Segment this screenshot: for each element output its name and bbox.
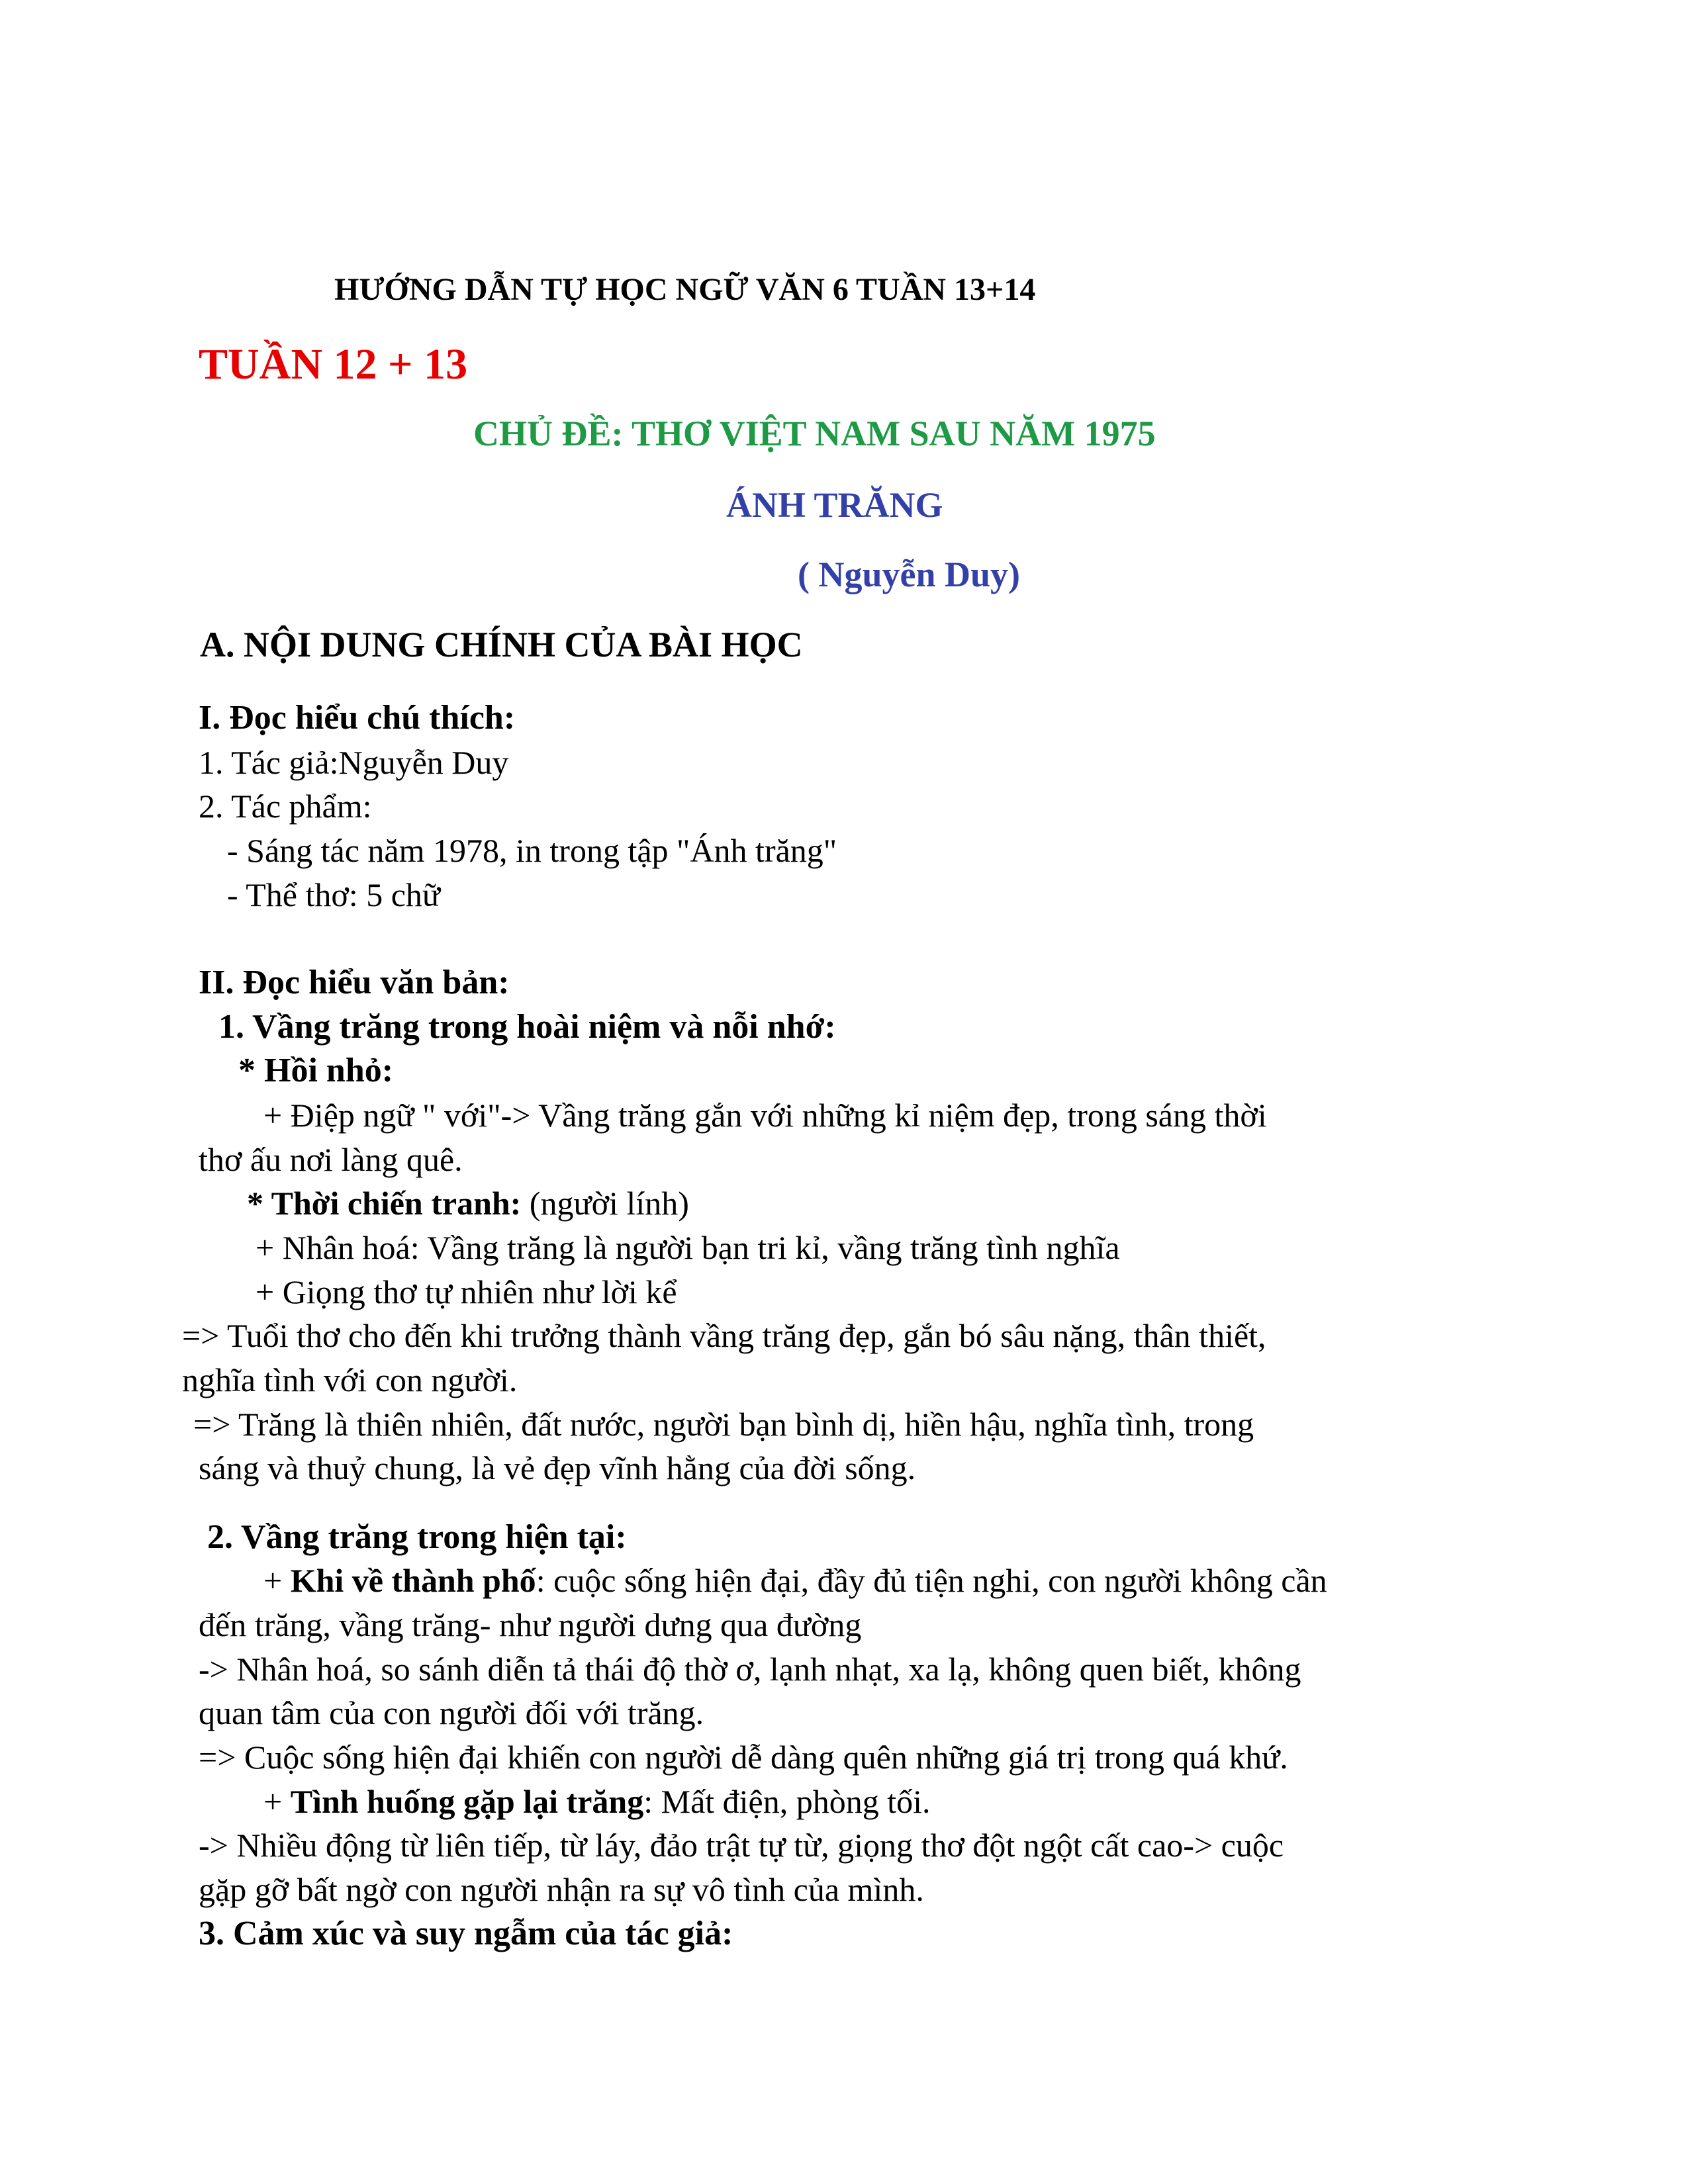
part1-title: I. Đọc hiểu chú thích: [199, 699, 516, 737]
conclusion-2-line-1: => Trăng là thiên nhiên, đất nước, người bạn bình dị, hiền hậu, nghĩa tình, trong [193, 1406, 1254, 1443]
war-note: (người lính) [521, 1185, 689, 1222]
topic-heading: CHỦ ĐỀ: THƠ VIỆT NAM SAU NĂM 1975 [473, 414, 1156, 453]
section-2-title: 2. Vầng trăng trong hiện tại: [207, 1518, 627, 1556]
section-3-title: 3. Cảm xúc và suy ngẫm của tác giả: [199, 1915, 733, 1952]
poem-title: ÁNH TRĂNG [726, 485, 943, 525]
war-title: * Thời chiến tranh: [247, 1185, 522, 1222]
city-line-4: quan tâm của con người đối với trăng. [199, 1694, 704, 1731]
meet-line-1 [263, 1782, 931, 1821]
war-line [247, 1183, 689, 1223]
childhood-title: * Hồi nhỏ: [238, 1052, 394, 1089]
section-1-title: 1. Vầng trăng trong hoài niệm và nỗi nhớ: [218, 1008, 836, 1046]
meet-bold: Tình huống gặp lại trăng [290, 1783, 644, 1820]
section-a-title: A. NỘI DUNG CHÍNH CỦA BÀI HỌC [200, 625, 803, 664]
war-line-2: + Giọng thơ tự nhiên như lời kể [256, 1273, 677, 1310]
work-bullet-1: - Sáng tác năm 1978, in trong tập "Ánh trăng" [227, 832, 837, 869]
meet-line-2: -> Nhiều động từ liên tiếp, từ láy, đảo trật tự từ, giọng thơ đột ngột cất cao-> cuộc [199, 1827, 1284, 1864]
week-heading: TUẦN 12 + 13 [199, 340, 468, 388]
work-bullet-2: - Thể thơ: 5 chữ [227, 876, 440, 913]
conclusion-1-line-1: => Tuổi thơ cho đến khi trưởng thành vầng trăng đẹp, gắn bó sâu nặng, thân thiết, [182, 1317, 1266, 1354]
meet-line-3: gặp gỡ bất ngờ con người nhận ra sự vô tình của mình. [199, 1871, 924, 1908]
meet-prefix: + [263, 1783, 291, 1820]
city-prefix: + [263, 1562, 291, 1599]
city-line-2: đến trăng, vầng trăng- như người dưng qua đường [199, 1606, 862, 1643]
city-line-3: -> Nhân hoá, so sánh diễn tả thái độ thờ ơ, lạnh nhạt, xa lạ, không quen biết, không [199, 1651, 1301, 1688]
war-line-1: + Nhân hoá: Vầng trăng là người bạn tri kỉ, vầng trăng tình nghĩa [256, 1229, 1120, 1266]
conclusion-2-line-2: sáng và thuỷ chung, là vẻ đẹp vĩnh hằng của đời sống. [199, 1449, 916, 1486]
main-title: HƯỚNG DẪN TỰ HỌC NGỮ VĂN 6 TUẦN 13+14 [334, 272, 1036, 307]
city-conclusion: => Cuộc sống hiện đại khiến con người dễ dàng quên những giá trị trong quá khứ. [199, 1739, 1288, 1776]
part2-title: II. Đọc hiểu văn bản: [199, 964, 510, 1001]
conclusion-1-line-2: nghĩa tình với con người. [182, 1361, 518, 1398]
work-line: 2. Tác phẩm: [199, 788, 372, 825]
poem-author: ( Nguyễn Duy) [798, 555, 1021, 594]
author-line: 1. Tác giả:Nguyễn Duy [199, 744, 509, 781]
city-rest: : cuộc sống hiện đại, đầy đủ tiện nghi, con người không cần [536, 1562, 1327, 1599]
city-bold: Khi về thành phố [290, 1562, 536, 1599]
city-line-1 [263, 1561, 1327, 1600]
childhood-line-1: + Điệp ngữ " với"-> Vầng trăng gắn với những kỉ niệm đẹp, trong sáng thời [263, 1097, 1267, 1134]
childhood-line-2: thơ ấu nơi làng quê. [199, 1141, 463, 1178]
meet-rest: : Mất điện, phòng tối. [643, 1783, 931, 1820]
